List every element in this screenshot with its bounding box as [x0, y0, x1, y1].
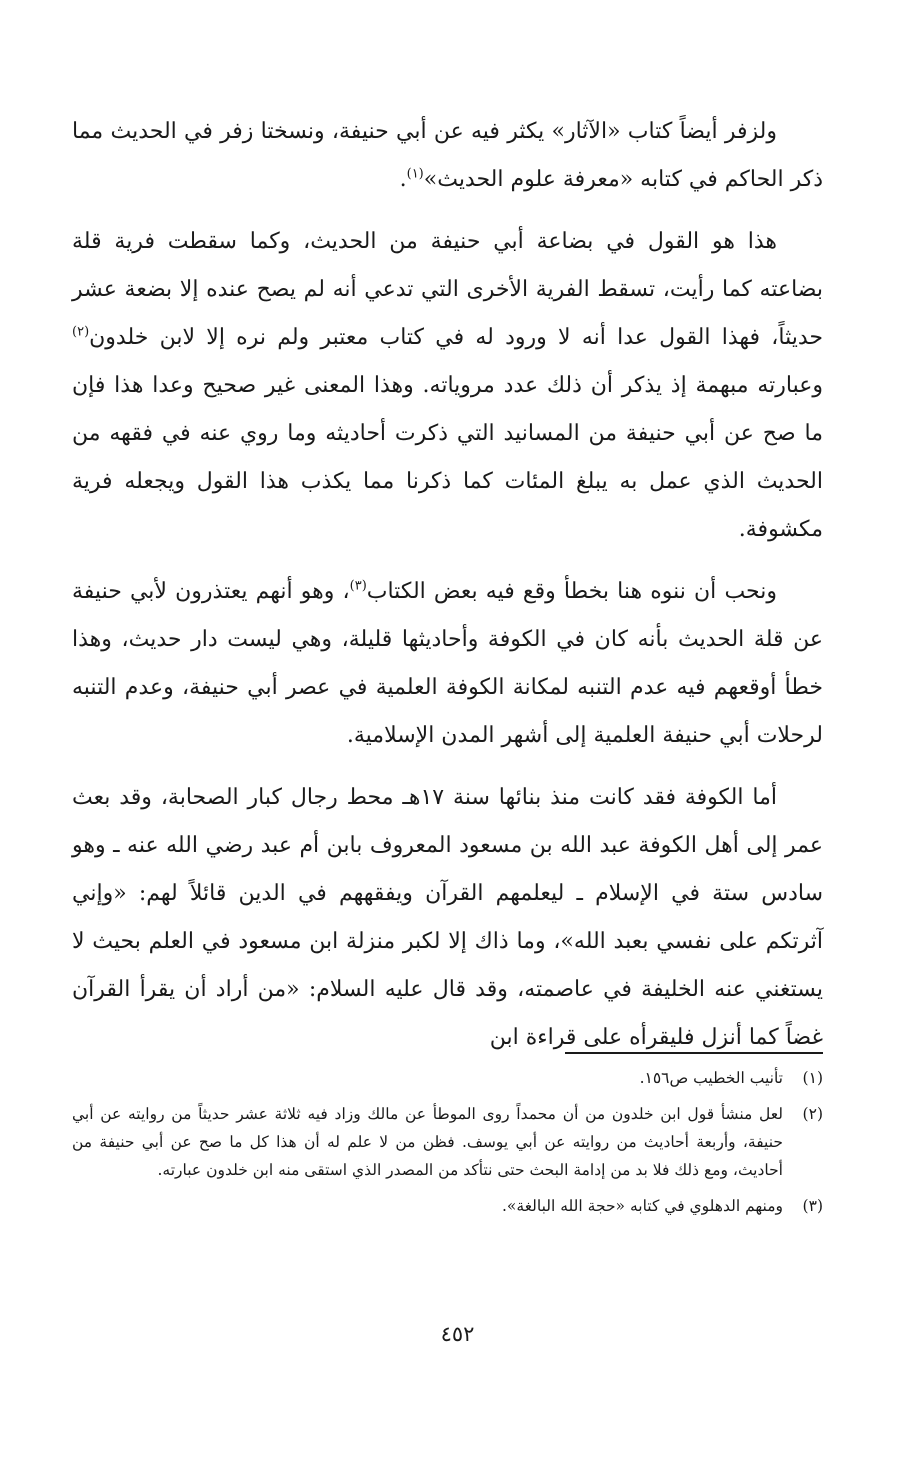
- footnote-number: (٣): [802, 1197, 823, 1215]
- paragraph-text: أما الكوفة فقد كانت منذ بنائها سنة ١٧هـ محط رجال كبار الصحابة، وقد بعث عمر إلى أهل الكوفة عبد الله بن مسعود المعروف بابن أم عبد رضي الله عنه ـ وهو سادس ستة في الإسلام ـ ليعلمهم القرآن ويفقههم في الدين قائلاً لهم: «وإني آثرتكم على نفسي بعبد الله»، وما ذاك إلا لكبر منزلة ابن مسعود في العلم بحيث لا يستغني عنه الخليفة في عاصمته، وقد قال عليه السلام: «من أراد أن يقرأ القرآن غضاً كما أنزل فليقرأه على قراءة ابن: [72, 785, 823, 1050]
- footnote-text: لعل منشأ قول ابن خلدون من أن محمداً روى الموطأ عن مالك وزاد فيه ثلاثة عشر حديثاً من روايته عن أبي حنيفة، وأربعة أحاديث من روايته عن أبي يوسف. فظن من لا علم له أن هذا كل ما صح عن أبي حنيفة من أحاديث، ومع ذلك فلا بد من إدامة البحث حتى نتأكد من المصدر الذي استقى منه ابن خلدون عبارته.: [72, 1105, 783, 1179]
- paragraph: [72, 108, 823, 204]
- footnote-text: ومنهم الدهلوي في كتابه «حجة الله البالغة».: [501, 1197, 783, 1215]
- paragraph: [72, 568, 823, 760]
- paragraph-text: ونحب أن ننوه هنا بخطأ وقع فيه بعض الكتاب: [366, 579, 777, 604]
- page-number: ٤٥٢: [440, 1322, 475, 1346]
- paragraph-text: وعبارته مبهمة إذ يذكر أن ذلك عدد مروياته. وهذا المعنى غير صحيح وعدا هذا فإن ما صح عن أبي حنيفة من المسانيد التي ذكرت أحاديثه وما روي عنه في فقهه من الحديث الذي عمل به يبلغ المئات كما ذكرنا مما يكذب هذا القول ويجعله فرية مكشوفة.: [72, 373, 823, 542]
- paragraph: [72, 218, 823, 554]
- footnote-item: [72, 1064, 823, 1092]
- footnote-number: (١): [802, 1069, 823, 1087]
- footnote-item: [72, 1192, 823, 1220]
- footnote-text: تأنيب الخطيب ص١٥٦.: [639, 1069, 783, 1087]
- footnote-item: [72, 1100, 823, 1184]
- paragraph-text: ولزفر أيضاً كتاب «الآثار» يكثر فيه عن أبي حنيفة، ونسختا زفر في الحديث مما ذكر الحاكم في كتابه «معرفة علوم الحديث»: [72, 119, 823, 192]
- footnote-reference[interactable]: (١): [406, 166, 424, 182]
- main-text: [72, 108, 823, 1062]
- footnote-divider: [565, 1052, 823, 1054]
- footnote-number: (٢): [802, 1105, 823, 1123]
- footnote-reference[interactable]: (٢): [72, 324, 90, 340]
- paragraph-text: ، وهو أنهم يعتذرون لأبي حنيفة عن قلة الحديث بأنه كان في الكوفة وأحاديثها قليلة، وهي ليست دار حديث، وهذا خطأ أوقعهم فيه عدم التنبه لمكانة الكوفة العلمية في عصر أبي حنيفة، وعدم التنبه لرحلات أبي حنيفة العلمية إلى أشهر المدن الإسلامية.: [72, 579, 823, 748]
- footnotes: [72, 1064, 823, 1228]
- paragraph: [72, 774, 823, 1062]
- footnote-reference[interactable]: (٣): [349, 578, 367, 594]
- paragraph-text: هذا هو القول في بضاعة أبي حنيفة من الحديث، وكما سقطت فرية قلة بضاعته كما رأيت، تسقط الفرية الأخرى التي تدعي أنه لم يصح عنده إلا بضعة عشر حديثاً، فهذا القول عدا أنه لا ورود له في كتاب معتبر ولم نره إلا لابن خلدون: [72, 229, 823, 350]
- paragraph-text: .: [399, 167, 407, 192]
